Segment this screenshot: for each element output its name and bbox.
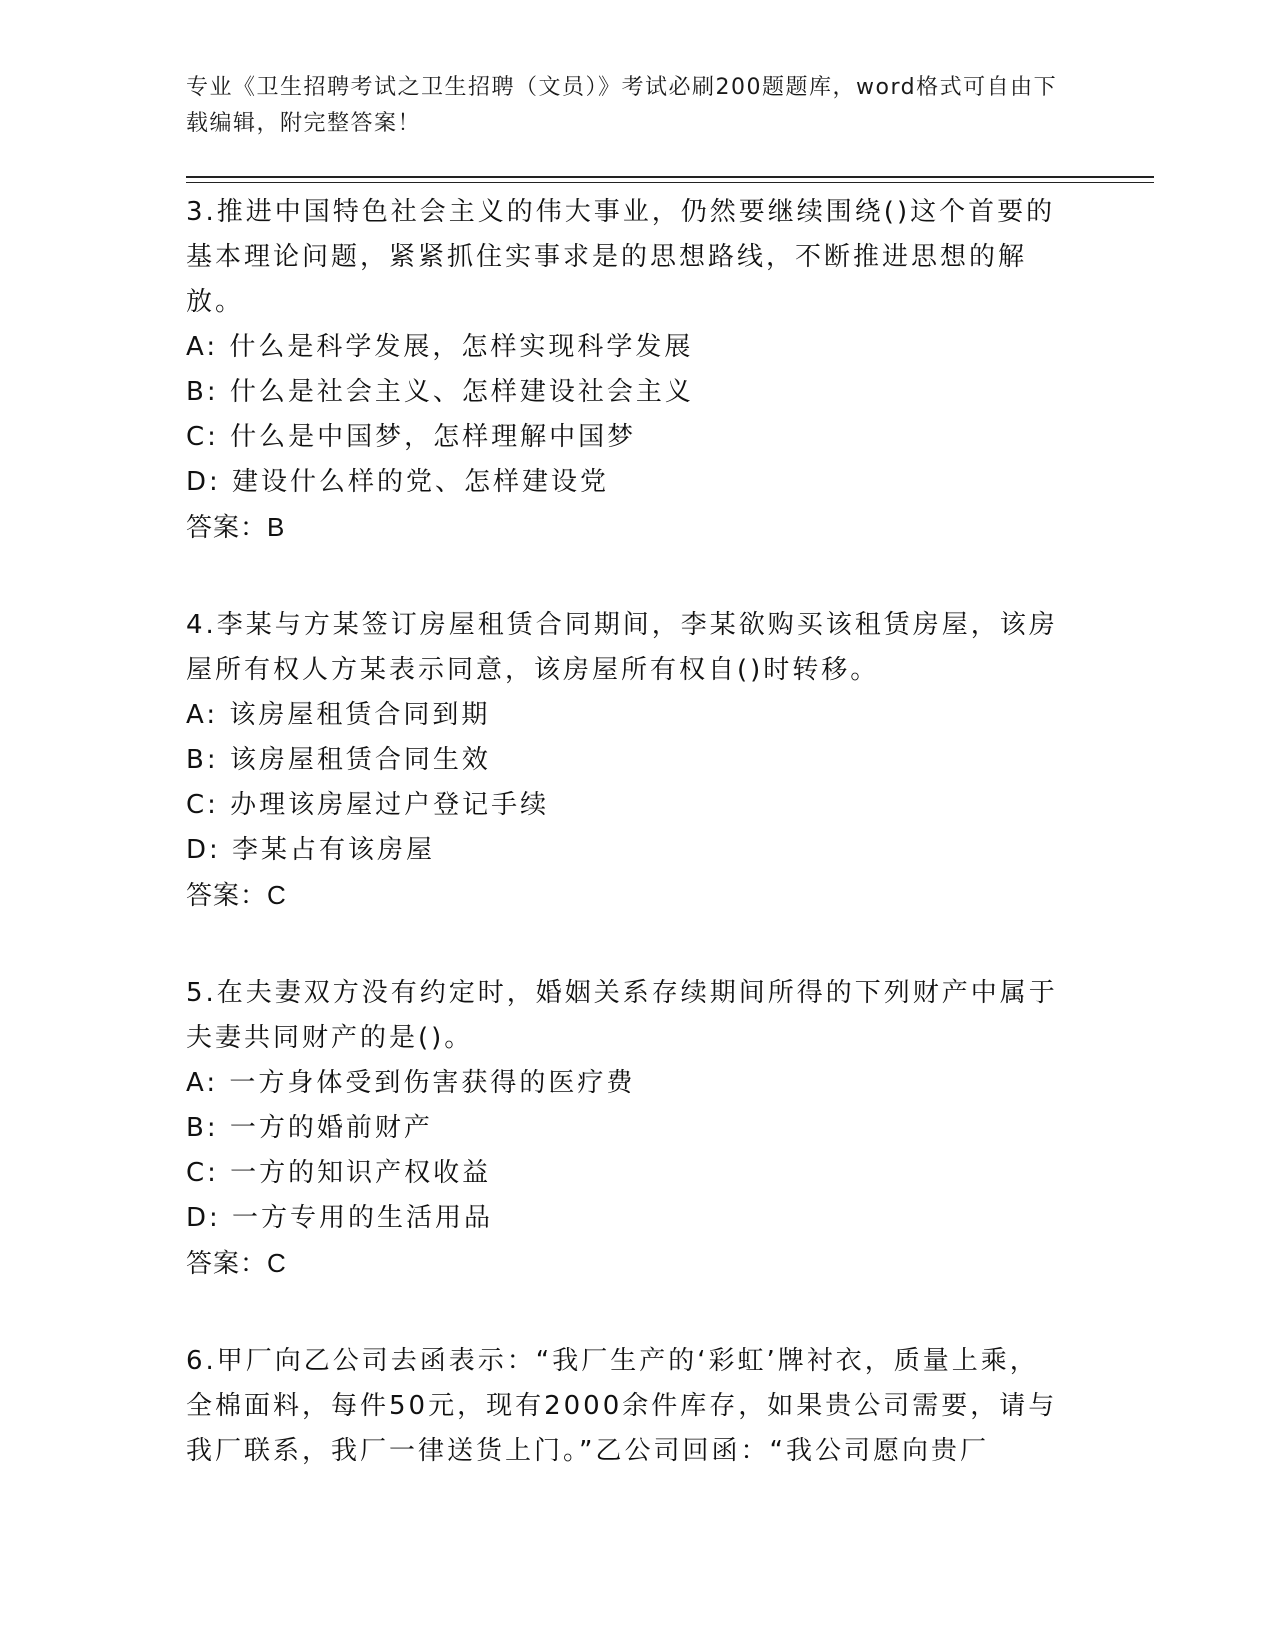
question-stem: 4.李某与方某签订房屋租赁合同期间，李某欲购买该租赁房屋，该房屋所有权人方某表示同意，该房屋所有权自()时转移。 (186, 610, 1058, 685)
option-c: C: 办理该房屋过户登记手续 (186, 790, 550, 820)
option-a: A: 该房屋租赁合同到期 (186, 700, 491, 730)
question-stem: 3.推进中国特色社会主义的伟大事业，仍然要继续围绕()这个首要的基本理论问题，紧紧抓住实事求是的思想路线，不断推进思想的解放。 (186, 197, 1056, 317)
option-a: A: 什么是科学发展，怎样实现科学发展 (186, 332, 694, 362)
question-stem: 5.在夫妻双方没有约定时，婚姻关系存续期间所得的下列财产中属于夫妻共同财产的是()。 (186, 978, 1058, 1053)
option-c: C: 什么是中国梦，怎样理解中国梦 (186, 422, 637, 452)
answer-line: 答案：B (186, 512, 286, 542)
option-a: A: 一方身体受到伤害获得的医疗费 (186, 1068, 636, 1098)
question-5 (186, 971, 1066, 1286)
question-list (186, 190, 1066, 1527)
answer-line: 答案：C (186, 880, 287, 910)
option-b: B: 一方的婚前财产 (186, 1113, 433, 1143)
question-stem: 6.甲厂向乙公司去函表示：“我厂生产的‘彩虹’牌衬衣，质量上乘，全棉面料，每件50元，现有2000余件库存，如果贵公司需要，请与我厂联系，我厂一律送货上门。”乙公司回函：“我公司愿向贵厂 (186, 1346, 1058, 1466)
question-4 (186, 603, 1066, 918)
question-6 (186, 1339, 1066, 1474)
question-3 (186, 190, 1066, 550)
option-b: B: 该房屋租赁合同生效 (186, 745, 491, 775)
option-d: D: 建设什么样的党、怎样建设党 (186, 467, 610, 497)
option-c: C: 一方的知识产权收益 (186, 1158, 492, 1188)
header-divider-thick (186, 176, 1154, 178)
answer-line: 答案：C (186, 1248, 287, 1278)
header-divider-thin (186, 182, 1154, 183)
option-d: D: 一方专用的生活用品 (186, 1203, 494, 1233)
option-b: B: 什么是社会主义、怎样建设社会主义 (186, 377, 694, 407)
document-header: 专业《卫生招聘考试之卫生招聘（文员）》考试必刷200题题库，word格式可自由下载编辑，附完整答案！ (186, 75, 1058, 136)
option-d: D: 李某占有该房屋 (186, 835, 436, 865)
